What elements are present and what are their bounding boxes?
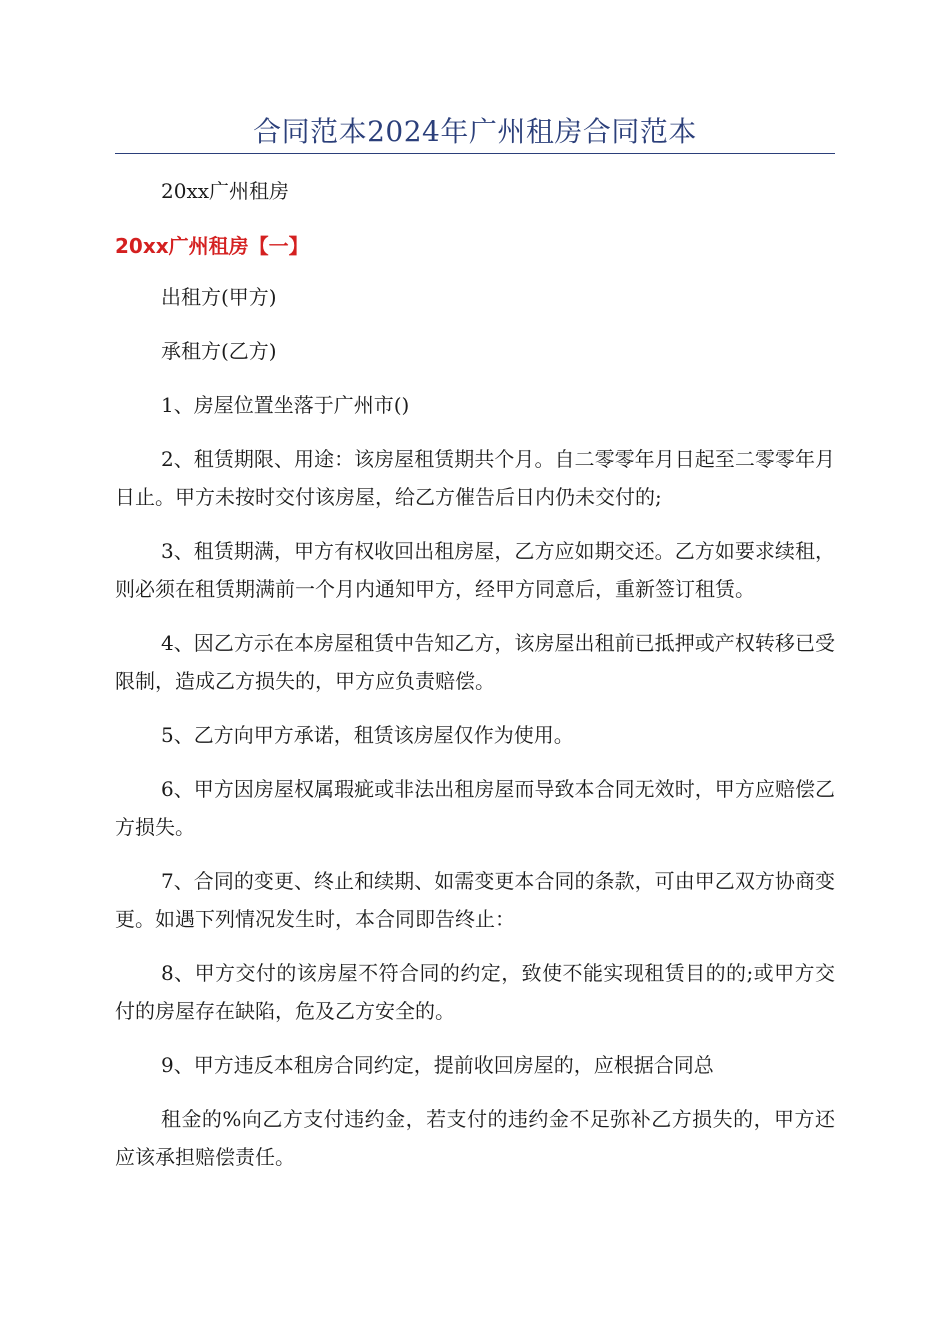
clause-3: 3、租赁期满，甲方有权收回出租房屋，乙方应如期交还。乙方如要求续租，则必须在租赁期满前一个月内通知甲方，经甲方同意后，重新签订租赁。	[115, 539, 835, 601]
paragraph-lessor: 出租方(甲方)	[161, 285, 277, 309]
clause-6: 6、甲方因房屋权属瑕疵或非法出租房屋而导致本合同无效时，甲方应赔偿乙方损失。	[115, 777, 835, 839]
clause-1: 1、房屋位置坐落于广州市()	[161, 393, 410, 417]
clause-9-continued: 租金的%向乙方支付违约金，若支付的违约金不足弥补乙方损失的，甲方还应该承担赔偿责任。	[115, 1107, 835, 1169]
title-underline	[115, 153, 835, 154]
paragraph-lessee: 承租方(乙方)	[161, 339, 277, 363]
clause-5: 5、乙方向甲方承诺，租赁该房屋仅作为使用。	[161, 723, 574, 747]
clause-2: 2、租赁期限、用途：该房屋租赁期共个月。自二零零年月日起至二零零年月日止。甲方未按时交付该房屋，给乙方催告后日内仍未交付的;	[115, 447, 835, 509]
section-heading: 20xx广州租房【一】	[115, 234, 309, 258]
clause-8: 8、甲方交付的该房屋不符合同的约定，致使不能实现租赁目的的;或甲方交付的房屋存在缺陷，危及乙方安全的。	[115, 961, 835, 1023]
document-body	[115, 172, 835, 1192]
clause-7: 7、合同的变更、终止和续期、如需变更本合同的条款，可由甲乙双方协商变更。如遇下列情况发生时，本合同即告终止：	[115, 869, 835, 931]
clause-4: 4、因乙方示在本房屋租赁中告知乙方，该房屋出租前已抵押或产权转移已受限制，造成乙方损失的，甲方应负责赔偿。	[115, 631, 835, 693]
intro-line: 20xx广州租房	[161, 179, 290, 203]
page-title: 合同范本2024年广州租房合同范本	[253, 115, 697, 148]
clause-9: 9、甲方违反本租房合同约定，提前收回房屋的，应根据合同总	[161, 1053, 714, 1077]
